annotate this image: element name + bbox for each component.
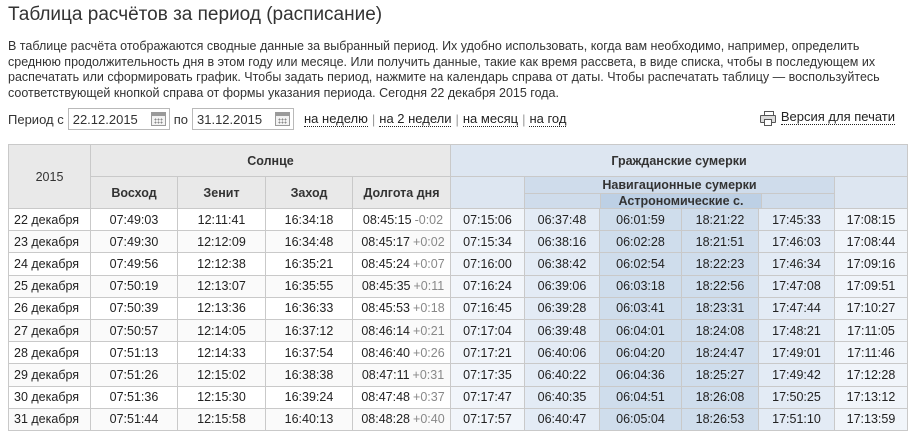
link-2-weeks[interactable]: на 2 недели — [379, 110, 452, 126]
zenith-cell: 12:15:02 — [178, 364, 266, 386]
sunrise-cell: 07:51:36 — [91, 386, 178, 408]
nautical-start-cell: 06:39:48 — [525, 319, 600, 341]
nautical-end-cell: 17:49:01 — [759, 342, 835, 364]
astronomical-start-cell: 06:05:04 — [600, 408, 682, 430]
day-length-diff: +0:31 — [412, 367, 445, 382]
table-row — [9, 209, 908, 231]
nav-spacer — [762, 194, 834, 208]
sunrise-cell: 07:49:03 — [91, 209, 178, 231]
schedule-rows — [9, 209, 908, 431]
sunrise-cell: 07:50:39 — [91, 297, 178, 319]
nautical-end-cell: 17:46:34 — [759, 253, 835, 275]
nautical-end-cell: 17:47:44 — [759, 297, 835, 319]
nautical-block — [525, 177, 835, 209]
civil-start-cell: 07:16:45 — [451, 297, 525, 319]
civil-start-cell: 07:17:35 — [451, 364, 525, 386]
day-length-diff: +0:18 — [413, 301, 445, 316]
zenith-cell: 12:12:38 — [178, 253, 266, 275]
intro-text: В таблице расчёта отображаются сводные данные за выбранный период. Их удобно использовать, когда вам необходимо, например, определить среднюю продолжительность дня в этом году или месяце. Или получить данные, такие как время рассвета, в виде списка, чтобы в последующем их распечатать или сформировать график. Чтобы задать период, нажмите на календарь справа от даты. Чтобы распечатать таблицу — воспользуйтесь соответствующей кнопкой справа от формы указания периода. Сегодня 22 декабря 2015 года. — [8, 39, 880, 100]
astronomical-start-cell: 06:04:20 — [600, 342, 682, 364]
table-row — [9, 386, 908, 408]
nautical-end-cell: 17:46:03 — [759, 231, 835, 253]
zenith-cell: 12:15:30 — [178, 386, 266, 408]
table-row — [9, 364, 908, 386]
day-length-value: 08:45:15 — [362, 212, 412, 227]
day-length-cell — [353, 253, 451, 275]
sunset-cell: 16:37:54 — [266, 342, 353, 364]
nautical-start-cell: 06:38:42 — [525, 253, 600, 275]
day-length-diff: +0:37 — [413, 390, 445, 405]
nautical-end-cell: 17:47:08 — [759, 275, 835, 297]
separator: | — [455, 111, 459, 127]
printer-icon[interactable] — [760, 111, 776, 125]
astronomical-start-cell: 06:03:18 — [600, 275, 682, 297]
astronomical-end-cell: 18:22:56 — [682, 275, 759, 297]
civil-end-cell: 17:09:16 — [835, 253, 908, 275]
civil-end-cell: 17:11:05 — [835, 319, 908, 341]
nautical-end-cell: 17:51:10 — [759, 408, 835, 430]
table-row — [9, 253, 908, 275]
zenith-cell: 12:14:05 — [178, 319, 266, 341]
day-length-value: 08:47:11 — [361, 367, 410, 382]
civil-end-cell: 17:10:27 — [835, 297, 908, 319]
table-row — [9, 408, 908, 430]
date-cell: 25 декабря — [9, 275, 91, 297]
nautical-end-cell: 17:45:33 — [759, 209, 835, 231]
day-length-diff: +0:11 — [413, 279, 445, 294]
civil-start-cell: 07:15:34 — [451, 231, 525, 253]
day-length-diff: +0:21 — [413, 323, 445, 338]
table-row — [9, 297, 908, 319]
zenith-cell: 12:14:33 — [178, 342, 266, 364]
astronomical-end-cell: 18:21:51 — [682, 231, 759, 253]
day-length-diff: +0:40 — [413, 412, 445, 427]
astronomical-start-cell: 06:03:41 — [600, 297, 682, 319]
astronomical-row — [525, 194, 834, 208]
page-title: Таблица расчётов за период (расписание) — [8, 4, 383, 25]
date-cell: 23 декабря — [9, 231, 91, 253]
date-from-field[interactable] — [68, 108, 170, 130]
astronomical-start-cell: 06:04:36 — [600, 364, 682, 386]
day-length-diff: -0:02 — [414, 212, 444, 227]
sunset-cell: 16:35:55 — [266, 275, 353, 297]
sunrise-cell: 07:51:13 — [91, 342, 178, 364]
day-length-cell — [353, 319, 451, 341]
sunrise-cell: 07:51:44 — [91, 408, 178, 430]
link-week[interactable]: на неделю — [304, 110, 368, 126]
civil-start-cell: 07:16:00 — [451, 253, 525, 275]
day-length-cell — [353, 342, 451, 364]
day-length-diff: +0:26 — [413, 345, 445, 360]
astronomical-end-cell: 18:24:08 — [682, 319, 759, 341]
day-length-diff: +0:07 — [413, 256, 445, 271]
calendar-icon[interactable] — [151, 112, 166, 126]
link-year[interactable]: на год — [529, 110, 567, 126]
civil-spacer — [451, 177, 525, 209]
nautical-end-cell: 17:49:42 — [759, 364, 835, 386]
table-row — [9, 231, 908, 253]
astronomical-twilight-header: Астрономические с. — [600, 194, 762, 208]
day-length-value: 08:45:35 — [361, 279, 411, 294]
date-cell: 28 декабря — [9, 342, 91, 364]
sunset-cell: 16:34:48 — [266, 231, 353, 253]
period-shortcuts — [304, 112, 566, 127]
astronomical-end-cell: 18:24:47 — [682, 342, 759, 364]
zenith-cell: 12:13:07 — [178, 275, 266, 297]
date-cell: 29 декабря — [9, 364, 91, 386]
nautical-start-cell: 06:38:16 — [525, 231, 600, 253]
day-length-cell — [353, 297, 451, 319]
sunrise-cell: 07:50:19 — [91, 275, 178, 297]
civil-spacer — [835, 177, 908, 209]
date-cell: 30 декабря — [9, 386, 91, 408]
astronomical-end-cell: 18:26:53 — [682, 408, 759, 430]
day-length-diff: +0:02 — [413, 234, 445, 249]
civil-start-cell: 07:17:21 — [451, 342, 525, 364]
date-from-value[interactable]: 22.12.2015 — [72, 111, 138, 127]
astronomical-start-cell: 06:01:59 — [600, 209, 682, 231]
date-cell: 24 декабря — [9, 253, 91, 275]
print-version[interactable] — [760, 110, 895, 125]
sunrise-cell: 07:49:30 — [91, 231, 178, 253]
day-length-value: 08:45:17 — [361, 234, 411, 249]
day-length-value: 08:46:14 — [361, 323, 411, 338]
civil-start-cell: 07:17:57 — [451, 408, 525, 430]
civil-start-cell: 07:17:04 — [451, 319, 525, 341]
date-cell: 26 декабря — [9, 297, 91, 319]
day-length-cell — [353, 275, 451, 297]
sunrise-cell: 07:51:26 — [91, 364, 178, 386]
sunset-cell: 16:39:24 — [266, 386, 353, 408]
separator: | — [371, 111, 376, 127]
date-cell: 31 декабря — [9, 408, 91, 430]
civil-end-cell: 17:08:44 — [835, 231, 908, 253]
civil-end-cell: 17:12:28 — [835, 364, 908, 386]
nautical-start-cell: 06:39:06 — [525, 275, 600, 297]
zenith-cell: 12:15:58 — [178, 408, 266, 430]
day-length-cell — [353, 209, 451, 231]
day-length-cell — [353, 364, 451, 386]
day-length-header: Долгота дня — [353, 177, 451, 209]
sunrise-cell: 07:50:57 — [91, 319, 178, 341]
nav-spacer — [525, 194, 600, 208]
astronomical-start-cell: 06:02:28 — [600, 231, 682, 253]
civil-end-cell: 17:13:12 — [835, 386, 908, 408]
sunset-cell: 16:38:38 — [266, 364, 353, 386]
zenith-header: Зенит — [178, 177, 266, 209]
date-to-value[interactable]: 31.12.2015 — [197, 111, 263, 127]
nautical-end-cell: 17:50:25 — [759, 386, 835, 408]
nautical-start-cell: 06:39:28 — [525, 297, 600, 319]
period-from-label: Период с — [8, 111, 64, 127]
nautical-start-cell: 06:40:47 — [525, 408, 600, 430]
date-to-field[interactable] — [192, 108, 294, 130]
civil-start-cell: 07:17:47 — [451, 386, 525, 408]
zenith-cell: 12:11:41 — [178, 209, 266, 231]
table-row — [9, 342, 908, 364]
separator: | — [522, 111, 526, 127]
sunset-cell: 16:40:13 — [266, 408, 353, 430]
link-month[interactable]: на месяц — [462, 110, 519, 126]
day-length-cell — [353, 231, 451, 253]
sunset-cell: 16:35:21 — [266, 253, 353, 275]
day-length-value: 08:48:28 — [361, 412, 411, 427]
day-length-value: 08:45:53 — [361, 301, 411, 316]
zenith-cell: 12:12:09 — [178, 231, 266, 253]
civil-end-cell: 17:13:59 — [835, 408, 908, 430]
civil-twilight-header: Гражданские сумерки — [451, 145, 908, 177]
nautical-end-cell: 17:48:21 — [759, 319, 835, 341]
sun-group-header: Солнце — [91, 145, 451, 177]
date-cell: 22 декабря — [9, 209, 91, 231]
period-to-label: по — [173, 111, 188, 127]
table-row — [9, 275, 908, 297]
astronomical-start-cell: 06:04:01 — [600, 319, 682, 341]
civil-end-cell: 17:08:15 — [835, 209, 908, 231]
civil-start-cell: 07:15:06 — [451, 209, 525, 231]
nautical-start-cell: 06:40:06 — [525, 342, 600, 364]
day-length-cell — [353, 408, 451, 430]
day-length-value: 08:45:24 — [361, 256, 411, 271]
civil-end-cell: 17:11:46 — [835, 342, 908, 364]
nautical-twilight-header: Навигационные сумерки — [525, 177, 834, 194]
sunset-header: Заход — [266, 177, 353, 209]
sunrise-header: Восход — [91, 177, 178, 209]
day-length-value: 08:46:40 — [361, 345, 411, 360]
astronomical-end-cell: 18:25:27 — [682, 364, 759, 386]
nautical-start-cell: 06:37:48 — [525, 209, 600, 231]
sunset-cell: 16:34:18 — [266, 209, 353, 231]
day-length-cell — [353, 386, 451, 408]
calendar-icon[interactable] — [275, 112, 290, 126]
sunset-cell: 16:37:12 — [266, 319, 353, 341]
nautical-start-cell: 06:40:22 — [525, 364, 600, 386]
table-row — [9, 319, 908, 341]
civil-start-cell: 07:16:24 — [451, 275, 525, 297]
astronomical-end-cell: 18:23:31 — [682, 297, 759, 319]
astronomical-start-cell: 06:02:54 — [600, 253, 682, 275]
year-header: 2015 — [9, 145, 91, 209]
astronomical-end-cell: 18:22:23 — [682, 253, 759, 275]
date-cell: 27 декабря — [9, 319, 91, 341]
astronomical-start-cell: 06:04:51 — [600, 386, 682, 408]
astronomical-end-cell: 18:26:08 — [682, 386, 759, 408]
sunrise-cell: 07:49:56 — [91, 253, 178, 275]
nautical-start-cell: 06:40:35 — [525, 386, 600, 408]
day-length-value: 08:47:48 — [361, 390, 411, 405]
period-form — [8, 107, 566, 131]
civil-end-cell: 17:09:51 — [835, 275, 908, 297]
print-link[interactable]: Версия для печати — [780, 109, 895, 124]
astronomical-end-cell: 18:21:22 — [682, 209, 759, 231]
zenith-cell: 12:13:36 — [178, 297, 266, 319]
schedule-table — [8, 144, 908, 431]
sunset-cell: 16:36:33 — [266, 297, 353, 319]
